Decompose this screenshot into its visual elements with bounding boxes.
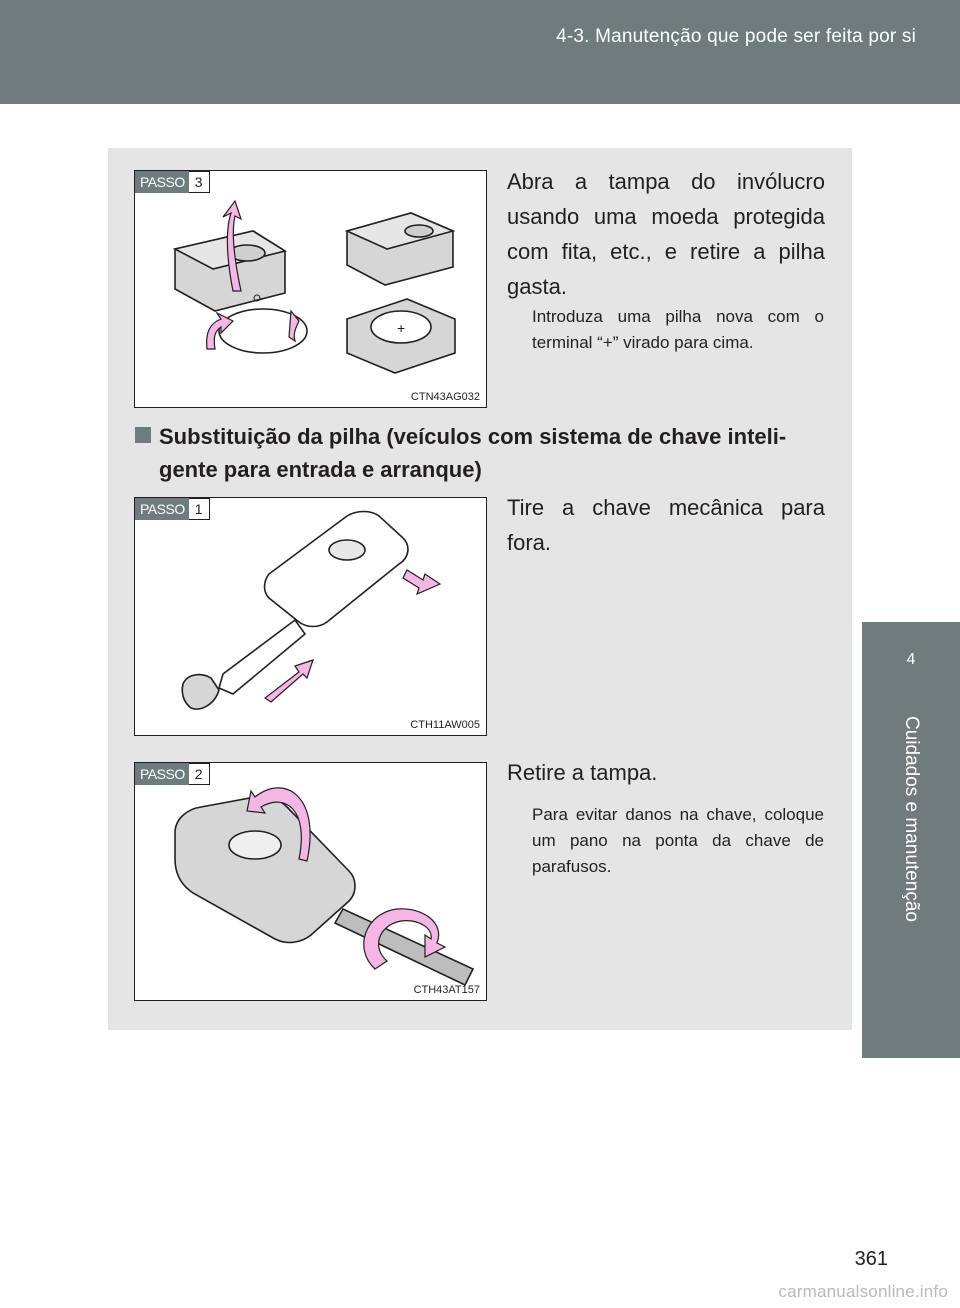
figure-step3-battery <box>134 170 487 408</box>
page-header <box>0 0 960 104</box>
figure-code: CTH11AW005 <box>410 719 480 731</box>
section-heading-line1: Substituição da pilha (veículos com sistema de chave inteli- <box>159 424 787 449</box>
chapter-section-title: 4-3. Manutenção que pode ser feita por si <box>556 26 916 47</box>
section-heading <box>135 420 830 486</box>
step-badge-word: PASSO <box>135 498 189 520</box>
figure-code: CTN43AG032 <box>410 391 480 403</box>
watermark[interactable]: carmanualsonline.info <box>778 1282 948 1301</box>
step2-instruction: Retire a tampa. <box>507 760 658 785</box>
smart-key-illustration <box>135 498 487 736</box>
step-badge <box>135 763 210 785</box>
step-badge-word: PASSO <box>135 171 189 193</box>
step-badge <box>135 498 210 520</box>
step3-instruction: Abra a tampa do invólucro usando uma moeda protegida com fita, etc., e retire a pilha gasta. <box>507 169 825 299</box>
chapter-tab-number[interactable]: 4 <box>862 622 960 698</box>
section-heading-line2: gente para entrada e arranque) <box>159 457 482 482</box>
chapter-tab-label[interactable] <box>862 698 960 1058</box>
key-fob-open-illustration <box>135 171 487 408</box>
figure-step2-cover <box>134 762 487 1001</box>
step-badge-number: 2 <box>189 763 210 785</box>
pull-arrow-icon <box>265 660 313 702</box>
battery-plus-symbol: + <box>397 320 406 336</box>
press-arrow-icon <box>403 570 440 594</box>
heading-square-icon <box>135 427 151 443</box>
step-badge-number: 3 <box>189 171 210 193</box>
figure-code: CTH43AT157 <box>413 984 480 996</box>
step-badge-word: PASSO <box>135 763 189 785</box>
step2-note: Para evitar danos na chave, coloque um pano na ponta da chave de parafusos. <box>532 805 824 876</box>
step1-instruction: Tire a chave mecânica para fora. <box>507 495 825 555</box>
step-badge-number: 1 <box>189 498 210 520</box>
step-badge <box>135 171 210 193</box>
step3-note: Introduza uma pilha nova com o terminal “+” virado para cima. <box>532 307 824 352</box>
figure-step1-mechanical-key <box>134 497 487 736</box>
page-number: 361 <box>854 1248 888 1270</box>
chapter-tab-label-text: Cuidados e manutenção <box>901 716 922 922</box>
cover-removal-illustration <box>135 763 487 1001</box>
